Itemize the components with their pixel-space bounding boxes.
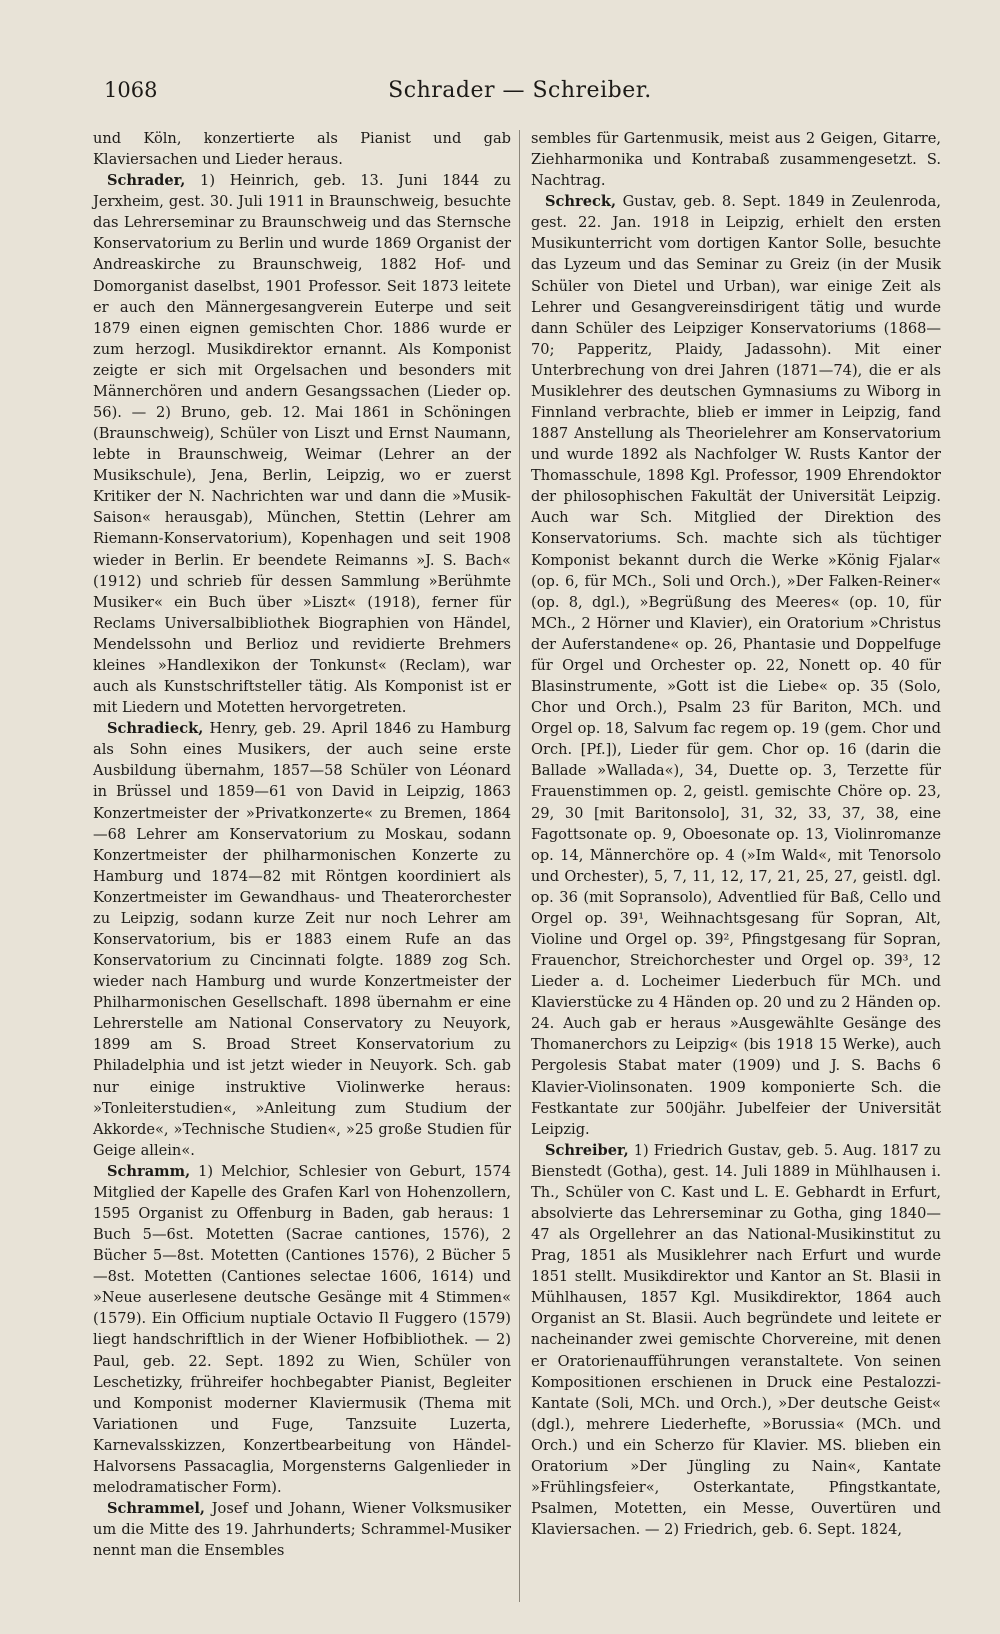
- column-divider: [519, 130, 520, 1602]
- entry-continuation: sembles für Gartenmusik, meist aus 2 Geigen, Gitarre, Ziehharmonika und Kontrabaß zusammengesetzt. S. Nachtrag.: [531, 130, 941, 190]
- entry-headword: Schramm,: [107, 1162, 191, 1180]
- running-title: Schrader — Schreiber.: [388, 78, 652, 103]
- entry-headword: Schreiber,: [545, 1141, 629, 1159]
- entry-headword: Schrammel,: [107, 1500, 205, 1518]
- left-column: [93, 128, 511, 1561]
- entry-headword: Schreck,: [545, 193, 617, 211]
- entry-continuation: und Köln, konzertierte als Pianist und gab Klaviersachen und Lieder heraus.: [93, 130, 511, 169]
- entry-schreiber: Schreiber, 1) Friedrich Gustav, geb. 5. Aug. 1817 zu Bienstedt (Gotha), gest. 14. Juli 1889 in Mühlhausen i. Th., Schüler von C. Kast und L. E. Gebhardt in Erfurt, absolvierte das Lehrerseminar zu Gotha, ging 1840—47 als Orgellehrer an das National-Musikinstitut zu Prag, 1851 als Musiklehrer nach Erfurt und wurde 1851 stellt. Musikdirektor und Kantor an St. Blasii in Mühlhausen, 1857 Kgl. Musikdirektor, 1864 auch Organist an St. Blasii. Auch begründete und leitete er nacheinander zwei gemischte Chorvereine, mit denen er Oratorienaufführungen veranstaltete. Von seinen Kompositionen erschienen in Druck eine Pestalozzi-Kantate (Soli, MCh. und Orch.), »Der deutsche Geist« (dgl.), mehrere Liederhefte, »Borussia« (MCh. und Orch.) und ein Scherzo für Klavier. MS. blieben ein Oratorium »Der Jüngling zu Nain«, Kantate »Frühlingsfeier«, Osterkantate, Pfingstkantate, Psalmen, Motetten, ein Messe, Ouvertüren und Klaviersachen. — 2) Friedrich, geb. 6. Sept. 1824,: [531, 1141, 941, 1539]
- entry-schrader: Schrader, 1) Heinrich, geb. 13. Juni 1844 zu Jerxheim, gest. 30. Juli 1911 in Braunschweig, besuchte das Lehrerseminar zu Braunschweig und das Sternsche Konservatorium zu Berlin und wurde 1869 Organist der Andreaskirche zu Braunschweig, 1882 Hof- und Domorganist daselbst, 1901 Professor. Seit 1873 leitete er auch den Männergesangverein Euterpe und seit 1879 einen eignen gemischten Chor. 1886 wurde er zum herzogl. Musikdirektor ernannt. Als Komponist zeigte er sich mit Orgelsachen und besonders mit Männerchören und andern Gesangssachen (Lieder op. 56). — 2) Bruno, geb. 12. Mai 1861 in Schöningen (Braunschweig), Schüler von Liszt und Ernst Naumann, lebte in Braunschweig, Weimar (Lehrer an der Musikschule), Jena, Berlin, Leipzig, wo er zuerst Kritiker der N. Nachrichten war und dann die »Musik-Saison« herausgab), München, Stettin (Lehrer am Riemann-Konservatorium), Kopenhagen und seit 1908 wieder in Berlin. Er beendete Reimanns »J. S. Bach« (1912) und schrieb für dessen Sammlung »Berühmte Musiker« ein Buch über »Liszt« (1918), ferner für Reclams Universalbibliothek Biographien von Händel, Mendelssohn und Berlioz und revidierte Brehmers kleines »Handlexikon der Tonkunst« (Reclam), war auch als Kunstschriftsteller tätig. Als Komponist ist er mit Liedern und Motetten hervorgetreten.: [93, 172, 511, 717]
- entry-schreck: Schreck, Gustav, geb. 8. Sept. 1849 in Zeulenroda, gest. 22. Jan. 1918 in Leipzig, erhielt den ersten Musikunterricht vom dortigen Kantor Solle, besuchte das Lyzeum und das Seminar zu Greiz (in der Musik Schüler von Dietel und Urban), war einige Zeit als Lehrer und Gesangvereinsdirigent tätig und wurde dann Schüler des Leipziger Konservatoriums (1868—70; Papperitz, Plaidy, Jadassohn). Mit einer Unterbrechung von drei Jahren (1871—74), die er als Musiklehrer des deutschen Gymnasiums zu Wiborg in Finnland verbrachte, blieb er immer in Leipzig, fand 1887 Anstellung als Theorielehrer am Konservatorium und wurde 1892 als Nachfolger W. Rusts Kantor der Thomasschule, 1898 Kgl. Professor, 1909 Ehrendoktor der philosophischen Fakultät der Universität Leipzig. Auch war Sch. Mitglied der Direktion des Konservatoriums. Sch. machte sich als tüchtiger Komponist bekannt durch die Werke »König Fjalar« (op. 6, für MCh., Soli und Orch.), »Der Falken-Reiner« (op. 8, dgl.), »Begrüßung des Meeres« (op. 10, für MCh., 2 Hörner und Klavier), ein Oratorium »Christus der Auferstandene« op. 26, Phantasie und Doppelfuge für Orgel und Orchester op. 22, Nonett op. 40 für Blasinstrumente, »Gott ist die Liebe« op. 35 (Solo, Chor und Orch.), Psalm 23 für Bariton, MCh. und Orgel op. 18, Salvum fac regem op. 19 (gem. Chor und Orch. [Pf.]), Lieder für gem. Chor op. 16 (darin die Ballade »Wallada«), 34, Duette op. 3, Terzette für Frauenstimmen op. 2, geistl. gemischte Chöre op. 23, 29, 30 [mit Baritonsolo], 31, 32, 33, 37, 38, eine Fagottsonate op. 9, Oboesonate op. 13, Violinromanze op. 14, Männerchöre op. 4 (»Im Wald«, mit Tenorsolo und Orchester), 5, 7, 11, 12, 17, 21, 25, 27, geistl. dgl. op. 36 (mit Sopransolo), Adventlied für Baß, Cello und Orgel op. 39¹, Weihnachtsgesang für Sopran, Alt, Violine und Orgel op. 39², Pfingstgesang für Sopran, Frauenchor, Streichorchester und Orgel op. 39³, 12 Lieder a. d. Locheimer Liederbuch für MCh. und Klavierstücke zu 4 Händen op. 20 und zu 2 Händen op. 24. Auch gab er heraus »Ausgewählte Gesänge des Thomanerchors zu Leipzig« (bis 1918 15 Werke), auch Pergolesis Stabat mater (1909) und J. S. Bachs 6 Klavier-Violinsonaten. 1909 komponierte Sch. die Festkantate zur 500jähr. Jubelfeier der Universität Leipzig.: [531, 193, 941, 1138]
- entry-schramm: Schramm, 1) Melchior, Schlesier von Geburt, 1574 Mitglied der Kapelle des Grafen Karl von Hohenzollern, 1595 Organist zu Offenburg in Baden, gab heraus: 1 Buch 5—6st. Motetten (Sacrae cantiones, 1576), 2 Bücher 5—8st. Motetten (Cantiones 1576), 2 Bücher 5—8st. Motetten (Cantiones selectae 1606, 1614) und »Neue auserlesene deutsche Gesänge mit 4 Stimmen« (1579). Ein Officium nuptiale Octavio Il Fuggero (1579) liegt handschriftlich in der Wiener Hofbibliothek. — 2) Paul, geb. 22. Sept. 1892 zu Wien, Schüler von Leschetizky, frühreifer hochbegabter Pianist, Begleiter und Komponist moderner Klaviermusik (Thema mit Variationen und Fuge, Tanzsuite Luzerta, Karnevalsskizzen, Konzertbearbeitung von Händel-Halvorsens Passacaglia, Morgensterns Galgenlieder in melodramatischer Form).: [93, 1162, 511, 1496]
- page-number: 1068: [104, 78, 158, 102]
- running-header: [104, 78, 936, 108]
- entry-headword: Schradieck,: [107, 720, 204, 738]
- entry-schrammel: Schrammel, Josef und Johann, Wiener Volksmusiker um die Mitte des 19. Jahrhunderts; Schrammel-Musiker nennt man die Ensembles: [93, 1500, 511, 1560]
- right-column: [531, 128, 941, 1540]
- entry-schradieck: Schradieck, Henry, geb. 29. April 1846 zu Hamburg als Sohn eines Musikers, der auch seine erste Ausbildung übernahm, 1857—58 Schüler von Léonard in Brüssel und 1859—61 von David in Leipzig, 1863 Konzertmeister der »Privatkonzerte« zu Bremen, 1864—68 Lehrer am Konservatorium zu Moskau, sodann Konzertmeister der philharmonischen Konzerte zu Hamburg und 1874—82 mit Röntgen koordiniert als Konzertmeister im Gewandhaus- und Theaterorchester zu Leipzig, sodann kurze Zeit nur noch Lehrer am Konservatorium, bis er 1883 einem Rufe an das Konservatorium zu Cincinnati folgte. 1889 zog Sch. wieder nach Hamburg und wurde Konzertmeister der Philharmonischen Gesellschaft. 1898 übernahm er eine Lehrerstelle am National Conservatory zu Neuyork, 1899 am S. Broad Street Konservatorium zu Philadelphia und ist jetzt wieder in Neuyork. Sch. gab nur einige instruktive Violinwerke heraus: »Tonleiterstudien«, »Anleitung zum Studium der Akkorde«, »Technische Studien«, »25 große Studien für Geige allein«.: [93, 720, 511, 1159]
- entry-headword: Schrader,: [107, 172, 186, 190]
